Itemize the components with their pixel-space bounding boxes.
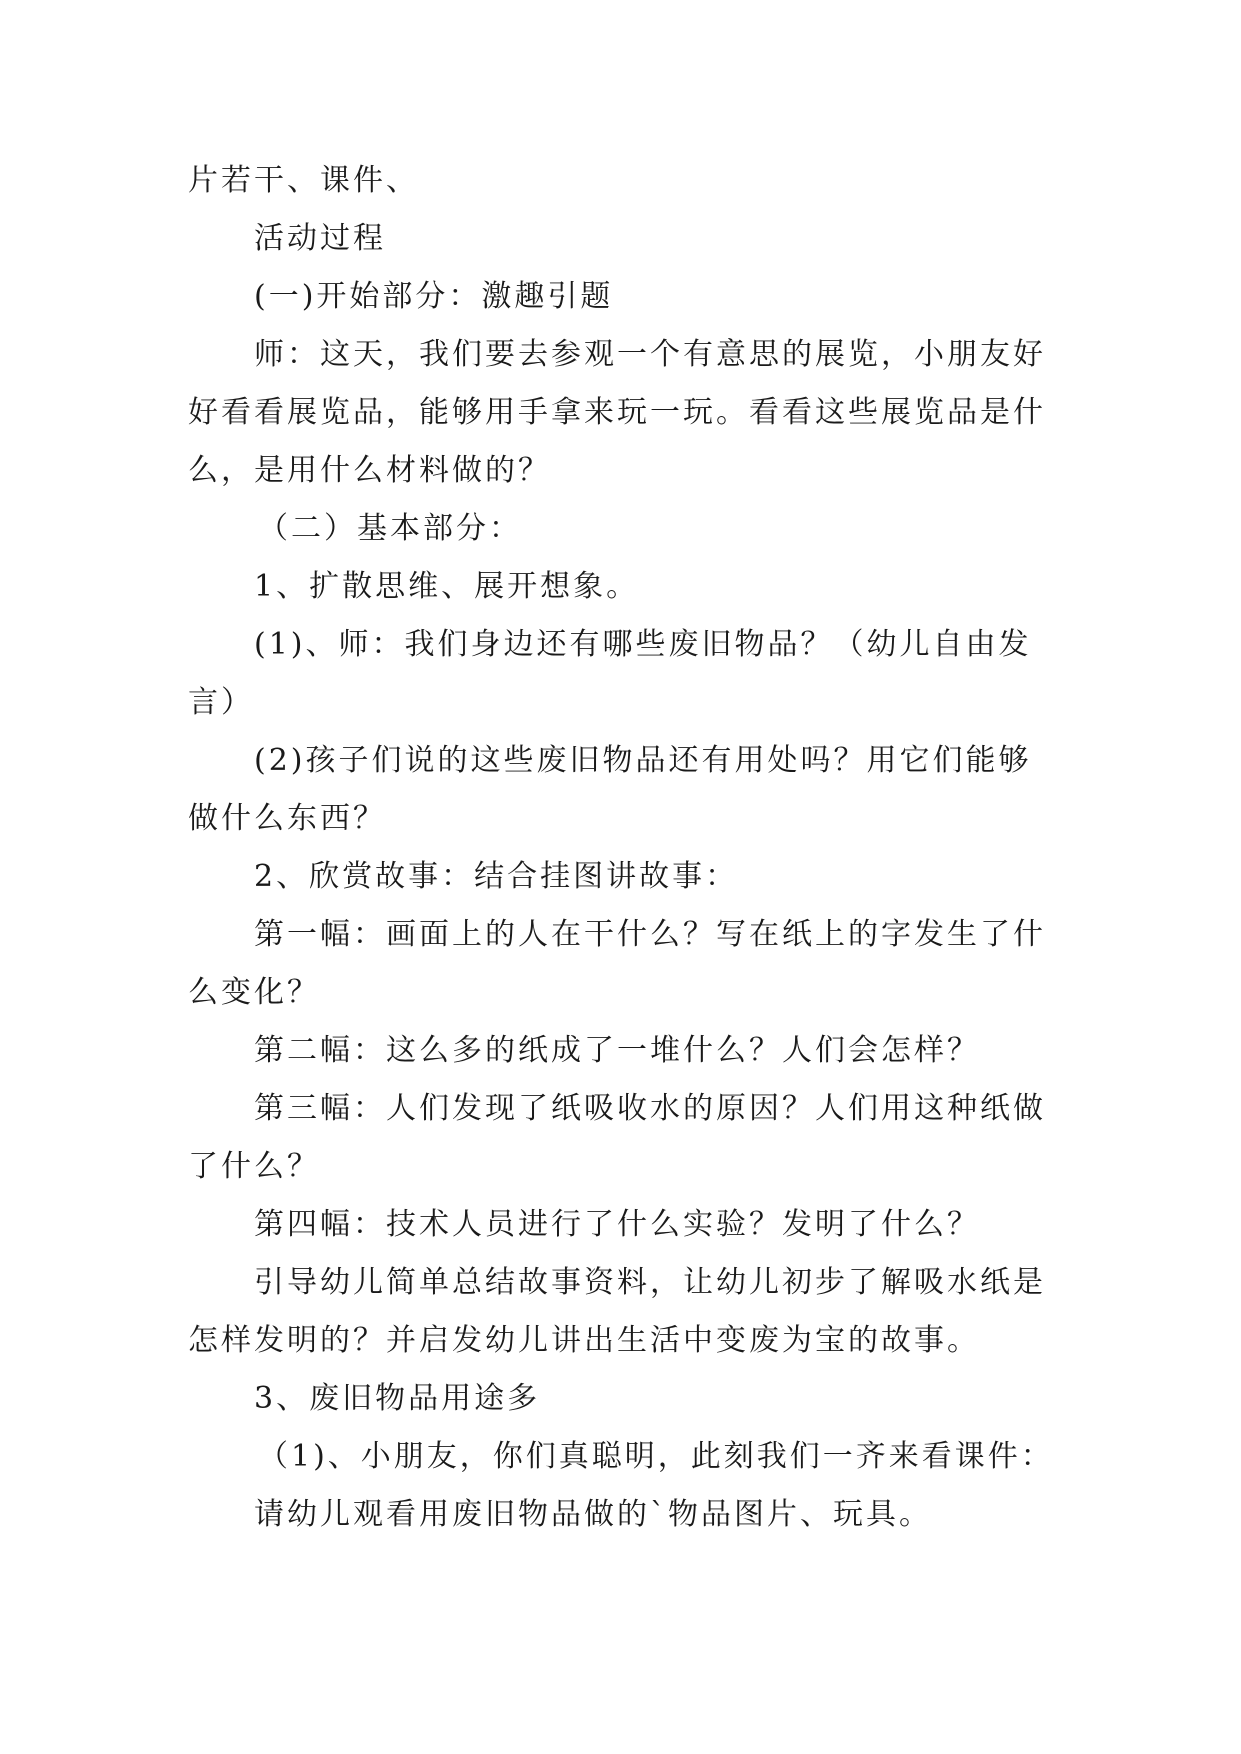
text-line: 片若干、课件、 xyxy=(188,163,419,198)
text-line: 第一幅：画面上的人在干什么？写在纸上的字发生了什 xyxy=(254,917,1046,952)
text-line: 1、扩散思维、展开想象。 xyxy=(254,569,640,604)
text-line: 引导幼儿简单总结故事资料，让幼儿初步了解吸水纸是 xyxy=(254,1265,1046,1300)
text-line: 活动过程 xyxy=(254,221,386,256)
text-line: 2、欣赏故事：结合挂图讲故事： xyxy=(254,859,739,894)
text-line: 请幼儿观看用废旧物品做的`物品图片、玩具。 xyxy=(254,1497,932,1532)
text-line: (1)、师：我们身边还有哪些废旧物品？（幼儿自由发 xyxy=(254,627,1032,662)
text-line: 么，是用什么材料做的？ xyxy=(188,453,551,488)
text-line: 好看看展览品，能够用手拿来玩一玩。看看这些展览品是什 xyxy=(188,395,1046,430)
text-line: 第二幅：这么多的纸成了一堆什么？人们会怎样？ xyxy=(254,1033,980,1068)
text-line: 言） xyxy=(188,685,254,720)
text-line: (一)开始部分：激趣引题 xyxy=(254,279,614,314)
body-text xyxy=(188,152,1054,1544)
text-line: 了什么？ xyxy=(188,1149,320,1184)
text-line: 3、废旧物品用途多 xyxy=(254,1381,541,1416)
text-line: 师：这天，我们要去参观一个有意思的展览，小朋友好 xyxy=(254,337,1046,372)
text-line: 怎样发明的？并启发幼儿讲出生活中变废为宝的故事。 xyxy=(188,1323,980,1358)
text-line: 做什么东西？ xyxy=(188,801,386,836)
text-line: 第四幅：技术人员进行了什么实验？发明了什么？ xyxy=(254,1207,980,1242)
text-line: (2)孩子们说的这些废旧物品还有用处吗？用它们能够 xyxy=(254,743,1032,778)
text-line: （二）基本部分： xyxy=(258,511,522,546)
text-line: 么变化？ xyxy=(188,975,320,1010)
text-line: 第三幅：人们发现了纸吸收水的原因？人们用这种纸做 xyxy=(254,1091,1046,1126)
text-line: （1)、小朋友，你们真聪明，此刻我们一齐来看课件： xyxy=(258,1439,1054,1474)
